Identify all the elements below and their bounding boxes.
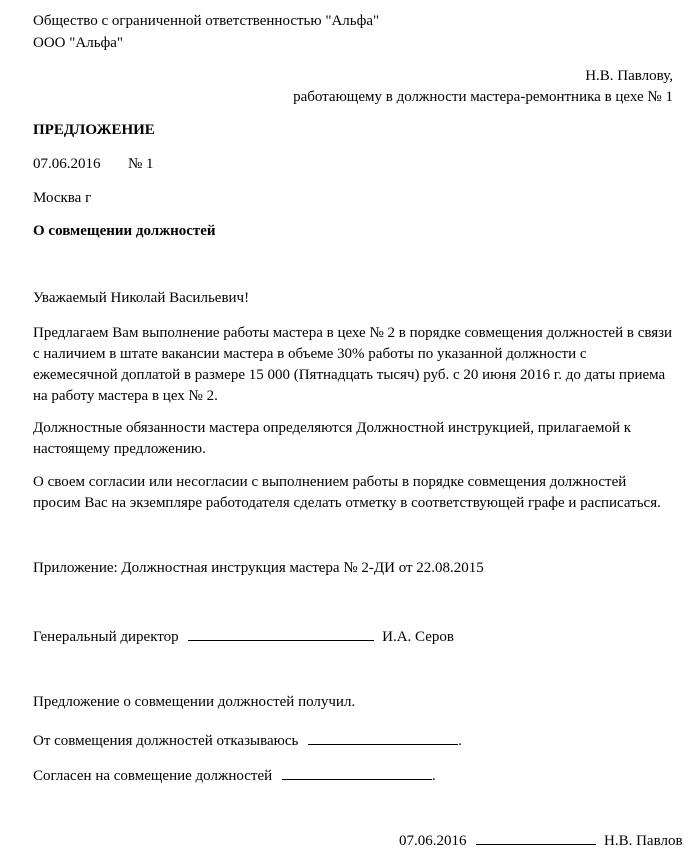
company-short-name: ООО "Альфа" (33, 35, 124, 51)
director-label: Генеральный директор (33, 629, 179, 645)
attachment-line: Приложение: Должностная инструкция мастера № 2-ДИ от 22.08.2015 (33, 560, 484, 576)
document-city: Москва г (33, 190, 92, 206)
director-name: И.А. Серов (382, 629, 454, 645)
final-signature-row (399, 830, 683, 852)
paragraph-2: Должностные обязанности мастера определяются Должностной инструкцией, прилагаемой к настоящему предложению. (33, 420, 632, 457)
paragraph-1: Предлагаем Вам выполнение работы мастера в цехе № 2 в порядке совмещения должностей в связи с наличием в штате вакансии мастера в объеме 30% работы по указанной должности с ежемесячной доплатой в размере 15 000 (Пятнадцать тысяч) руб. с 20 июня 2016 г. до даты приема на работу мастера в цех № 2. (33, 325, 673, 404)
refuse-signature-line[interactable] (308, 730, 458, 745)
addressee-position: работающему в должности мастера-ремонтника в цехе № 1 (293, 89, 673, 105)
agree-period: . (431, 768, 436, 784)
agree-label: Согласен на совмещение должностей (33, 768, 273, 784)
director-signature-row (33, 626, 454, 648)
document-number: № 1 (128, 156, 154, 172)
director-signature-line[interactable] (188, 626, 374, 641)
document-date: 07.06.2016 (33, 156, 101, 172)
agree-row (33, 765, 436, 787)
acknowledgement-received: Предложение о совмещении должностей получил. (33, 694, 356, 710)
document-title: ПРЕДЛОЖЕНИЕ (33, 122, 155, 138)
agree-signature-line[interactable] (282, 765, 432, 780)
refuse-label: От совмещения должностей отказываюсь (33, 733, 299, 749)
paragraph-3: О своем согласии или несогласии с выполнением работы в порядке совмещения должностей просим Вас на экземпляре работодателя сделать отметку в соответствующей графе и расписаться. (33, 474, 661, 511)
refuse-period: . (458, 733, 462, 749)
greeting: Уважаемый Николай Васильевич! (33, 290, 250, 306)
refuse-row (33, 730, 462, 752)
addressee-name: Н.В. Павлову, (585, 68, 673, 84)
final-date: 07.06.2016 (399, 833, 467, 849)
final-name: Н.В. Павлов (604, 833, 683, 849)
document-subject: О совмещении должностей (33, 223, 216, 239)
final-signature-line[interactable] (476, 830, 596, 845)
company-full-name: Общество с ограниченной ответственностью "Альфа" (33, 13, 380, 29)
